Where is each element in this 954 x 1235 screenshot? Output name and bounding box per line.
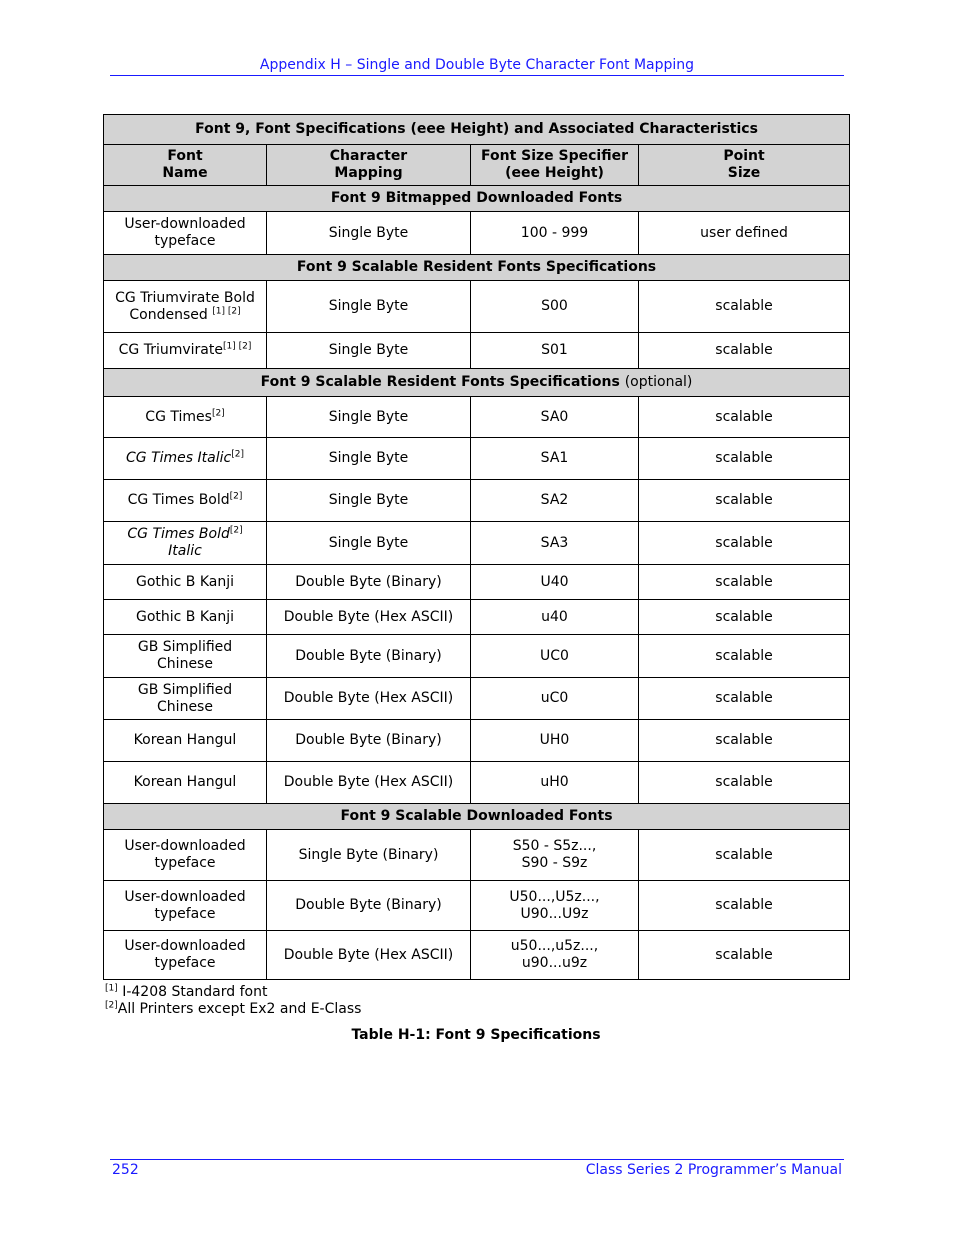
point-size-cell: scalable	[639, 635, 850, 678]
point-size-cell: scalable	[639, 480, 850, 522]
font-name-cell: GB Simplified Chinese	[104, 635, 267, 678]
mapping-cell: Double Byte (Binary)	[267, 881, 471, 931]
specifier-cell: UH0	[471, 720, 639, 762]
specifier-cell: SA2	[471, 480, 639, 522]
mapping-cell: Single Byte	[267, 212, 471, 255]
font-name-cell: Gothic B Kanji	[104, 600, 267, 635]
font-name-cell: User-downloaded typeface	[104, 881, 267, 931]
font-name-cell: Korean Hangul	[104, 720, 267, 762]
font-name-cell: CG Times Bold[2]	[104, 480, 267, 522]
mapping-cell: Double Byte (Hex ASCII)	[267, 678, 471, 720]
table-row	[104, 397, 850, 438]
table-row	[104, 678, 850, 720]
footnote-2: [2]All Printers except Ex2 and E-Class	[105, 1000, 362, 1017]
mapping-cell: Single Byte	[267, 397, 471, 438]
column-header-row	[104, 145, 850, 186]
section-row-bitmapped	[104, 186, 850, 212]
point-size-cell: scalable	[639, 281, 850, 333]
font-name-cell: CG Triumvirate[1] [2]	[104, 333, 267, 369]
specifier-cell: 100 - 999	[471, 212, 639, 255]
specifier-cell: SA1	[471, 438, 639, 480]
font-name-cell: User-downloaded typeface	[104, 830, 267, 881]
specifier-cell: S50 - S5z..., S90 - S9z	[471, 830, 639, 881]
specifier-cell: U40	[471, 565, 639, 600]
point-size-cell: scalable	[639, 522, 850, 565]
section-row-scalable-downloaded	[104, 804, 850, 830]
font-name-cell: GB Simplified Chinese	[104, 678, 267, 720]
point-size-cell: scalable	[639, 600, 850, 635]
specifier-cell: S01	[471, 333, 639, 369]
specifier-cell: uC0	[471, 678, 639, 720]
specifier-cell: uH0	[471, 762, 639, 804]
font-name-cell: User-downloaded typeface	[104, 931, 267, 980]
font-name-cell: CG Triumvirate Bold Condensed [1] [2]	[104, 281, 267, 333]
footnote-mark: [2]	[231, 449, 244, 460]
footnote-mark: [2]	[211, 407, 225, 418]
font-name-cell: CG Times[2]	[104, 397, 267, 438]
mapping-cell: Single Byte (Binary)	[267, 830, 471, 881]
section-title: Font 9 Scalable Downloaded Fonts	[104, 804, 850, 830]
table-row	[104, 762, 850, 804]
mapping-cell: Double Byte (Binary)	[267, 720, 471, 762]
page-header-title: Appendix H – Single and Double Byte Character Font Mapping	[259, 57, 695, 73]
column-header-character-mapping: Character Mapping	[267, 145, 471, 186]
point-size-cell: scalable	[639, 678, 850, 720]
table-row	[104, 931, 850, 980]
specifier-cell: u50...,u5z..., u90...u9z	[471, 931, 639, 980]
mapping-cell: Double Byte (Binary)	[267, 635, 471, 678]
point-size-cell: scalable	[639, 720, 850, 762]
point-size-cell: scalable	[639, 762, 850, 804]
table-row	[104, 212, 850, 255]
section-row-scalable-resident-optional	[104, 369, 850, 397]
section-title: Font 9 Scalable Resident Fonts Specifications	[104, 255, 850, 281]
table-row	[104, 281, 850, 333]
font-name-cell: User-downloaded typeface	[104, 212, 267, 255]
header-divider	[110, 75, 844, 76]
footnotes	[105, 984, 361, 1018]
font-name-cell: CG Times Bold[2] Italic	[104, 522, 267, 565]
table-row	[104, 522, 850, 565]
specifier-cell: U50...,U5z..., U90...U9z	[471, 881, 639, 931]
section-title: Font 9 Scalable Resident Fonts Specifications (optional)	[104, 369, 850, 397]
mapping-cell: Single Byte	[267, 438, 471, 480]
footnote-mark: [2]	[229, 525, 243, 536]
table-row	[104, 881, 850, 931]
mapping-cell: Double Byte (Hex ASCII)	[267, 762, 471, 804]
footnote-1: [1] I-4208 Standard font	[105, 983, 268, 1000]
mapping-cell: Single Byte	[267, 333, 471, 369]
table-title-row	[104, 115, 850, 145]
specifier-cell: u40	[471, 600, 639, 635]
specifier-cell: UC0	[471, 635, 639, 678]
point-size-cell: scalable	[639, 438, 850, 480]
footnote-mark: [2]	[229, 491, 243, 502]
point-size-cell: scalable	[639, 565, 850, 600]
section-row-scalable-resident	[104, 255, 850, 281]
table-row	[104, 635, 850, 678]
column-header-font-size-specifier: Font Size Specifier (eee Height)	[471, 145, 639, 186]
mapping-cell: Single Byte	[267, 522, 471, 565]
table-row	[104, 565, 850, 600]
point-size-cell: scalable	[639, 333, 850, 369]
point-size-cell: scalable	[639, 830, 850, 881]
point-size-cell: scalable	[639, 397, 850, 438]
font-name-cell: Gothic B Kanji	[104, 565, 267, 600]
footnote-mark: [1] [2]	[212, 305, 241, 316]
optional-label: (optional)	[624, 374, 693, 390]
table-row	[104, 830, 850, 881]
column-header-font-name: Font Name	[104, 145, 267, 186]
manual-title: Class Series 2 Programmer’s Manual	[585, 1162, 842, 1178]
point-size-cell: scalable	[639, 931, 850, 980]
mapping-cell: Single Byte	[267, 281, 471, 333]
point-size-cell: scalable	[639, 881, 850, 931]
section-title: Font 9 Bitmapped Downloaded Fonts	[104, 186, 850, 212]
point-size-cell: user defined	[639, 212, 850, 255]
footer-divider	[110, 1159, 844, 1160]
mapping-cell: Double Byte (Hex ASCII)	[267, 600, 471, 635]
table-row	[104, 480, 850, 522]
font-name-cell: CG Times Italic[2]	[104, 438, 267, 480]
table-row	[104, 600, 850, 635]
table-title: Font 9, Font Specifications (eee Height) and Associated Characteristics	[104, 115, 850, 145]
table-row	[104, 438, 850, 480]
table-caption: Table H-1: Font 9 Specifications	[351, 1027, 601, 1043]
table-row	[104, 720, 850, 762]
table-row	[104, 333, 850, 369]
footnote-mark: [1] [2]	[222, 341, 252, 352]
specifier-cell: S00	[471, 281, 639, 333]
mapping-cell: Double Byte (Hex ASCII)	[267, 931, 471, 980]
specifier-cell: SA0	[471, 397, 639, 438]
specifier-cell: SA3	[471, 522, 639, 565]
column-header-point-size: Point Size	[639, 145, 850, 186]
font-9-spec-table	[103, 114, 850, 980]
page-number: 252	[112, 1162, 139, 1178]
mapping-cell: Double Byte (Binary)	[267, 565, 471, 600]
mapping-cell: Single Byte	[267, 480, 471, 522]
font-name-cell: Korean Hangul	[104, 762, 267, 804]
